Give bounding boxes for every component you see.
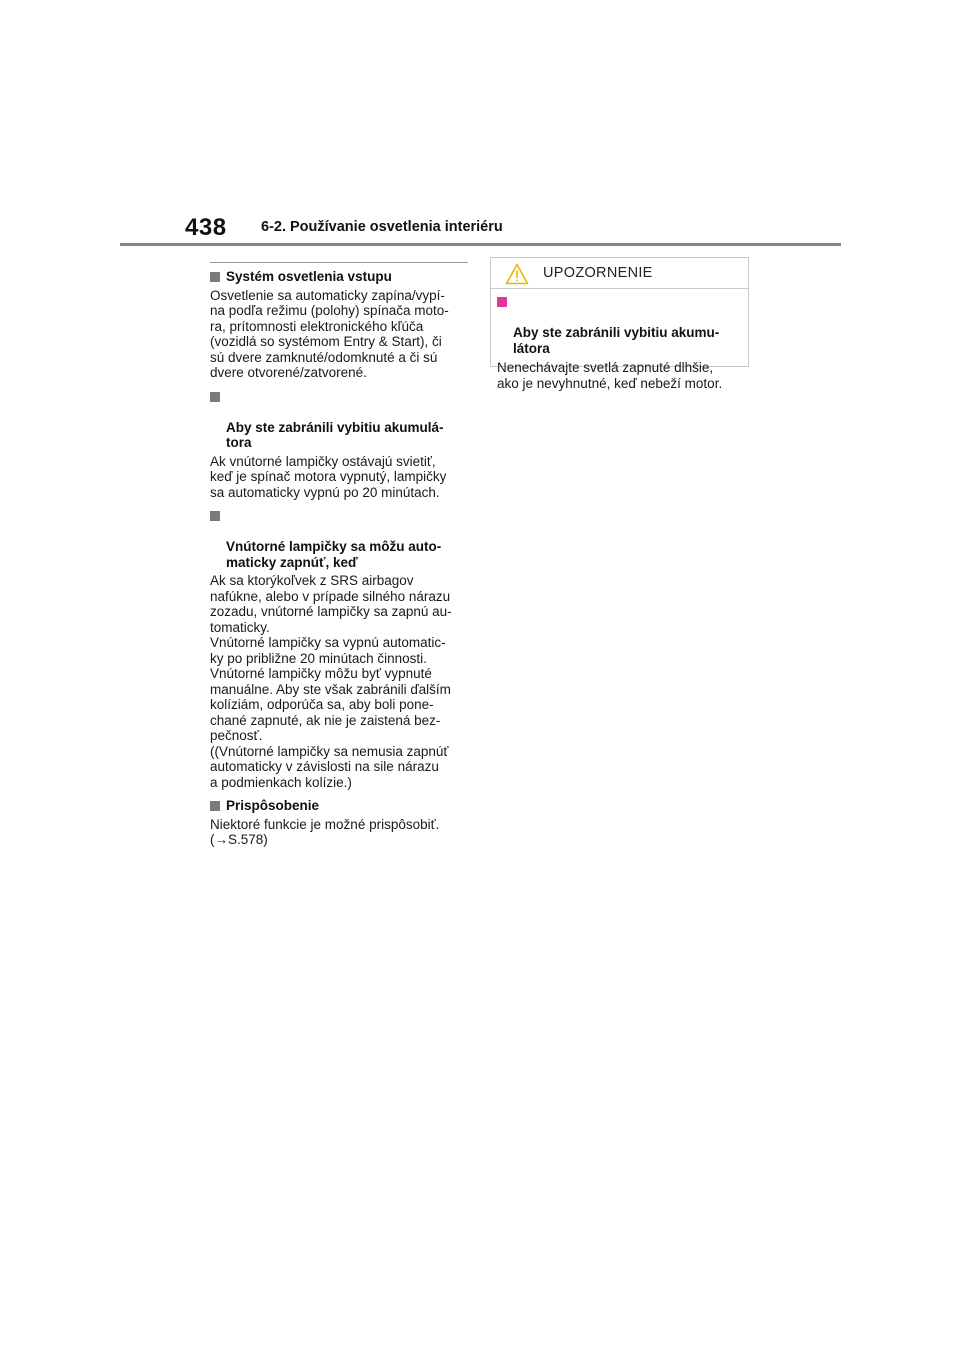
- section-body: Osvetlenie sa automaticky zapína/vypí- na podľa režimu (polohy) spínača moto- ra, prítomnosti elektronického kľúča (vozidlá so systémom Entry & Start), či sú dvere zamknuté/odomknuté a či sú dvere otvorené/zatvorené.: [210, 287, 449, 380]
- square-bullet-icon: [210, 272, 220, 282]
- section-title-text: Prispôsobenie: [226, 798, 320, 813]
- square-bullet-icon: [210, 511, 220, 521]
- section-title-text: Aby ste zabránili vybitiu akumulá- tora: [226, 419, 444, 450]
- warning-triangle-icon: [505, 263, 529, 285]
- warning-body: Nenechávajte svetlá zapnuté dlhšie, ako je nevyhnutné, keď nebeží motor.: [497, 360, 723, 391]
- left-column: [210, 262, 468, 856]
- section-title: [210, 389, 468, 451]
- chapter-title: 6-2. Používanie osvetlenia interiéru: [261, 219, 503, 235]
- page-number: 438: [185, 214, 227, 241]
- section-auto-on: [210, 508, 468, 790]
- warning-box: [490, 257, 749, 391]
- section-customization: [210, 798, 468, 848]
- square-bullet-icon: [210, 392, 220, 402]
- warning-content: [491, 289, 748, 391]
- warning-title: [497, 294, 742, 356]
- section-body: Ak vnútorné lampičky ostávajú svietiť, keď je spínač motora vypnutý, lampičky sa automaticky vypnú po 20 minútach.: [210, 453, 447, 500]
- warning-title-text: Aby ste zabránili vybitiu akumu- látora: [513, 325, 720, 356]
- section-title: [210, 798, 468, 814]
- warning-header: [491, 258, 748, 289]
- section-title: [210, 269, 468, 285]
- section-title-text: Systém osvetlenia vstupu: [226, 269, 392, 284]
- section-entry-lighting: [210, 269, 468, 381]
- section-battery-saver: [210, 389, 468, 501]
- square-bullet-icon: [210, 801, 220, 811]
- warning-label: UPOZORNENIE: [543, 265, 653, 281]
- square-bullet-icon: [497, 297, 507, 307]
- section-title-text: Vnútorné lampičky sa môžu auto- maticky zapnúť, keď: [226, 539, 442, 570]
- header-divider: [120, 243, 841, 246]
- section-body: Niektoré funkcie je možné prispôsobiť. (→S.578): [210, 816, 440, 847]
- section-title: [210, 508, 468, 570]
- section-body: Ak sa ktorýkoľvek z SRS airbagov nafúkne, alebo v prípade silného nárazu zozadu, vnútorné lampičky sa zapnú au- tomaticky. Vnútorné lampičky sa vypnú automatic- ky po približne 20 minútach činnosti. Vnútorné lampičky môžu byť vypnuté manuálne. Aby ste však zabránili ďalším kolíziám, odporúča sa, aby boli pone- chané zapnuté, ak nie je zaistená bez- pečnosť. ((Vnútorné lampičky sa nemusia zapnúť automaticky v závislosti na sile nárazu a podmienkach kolízie.): [210, 573, 452, 790]
